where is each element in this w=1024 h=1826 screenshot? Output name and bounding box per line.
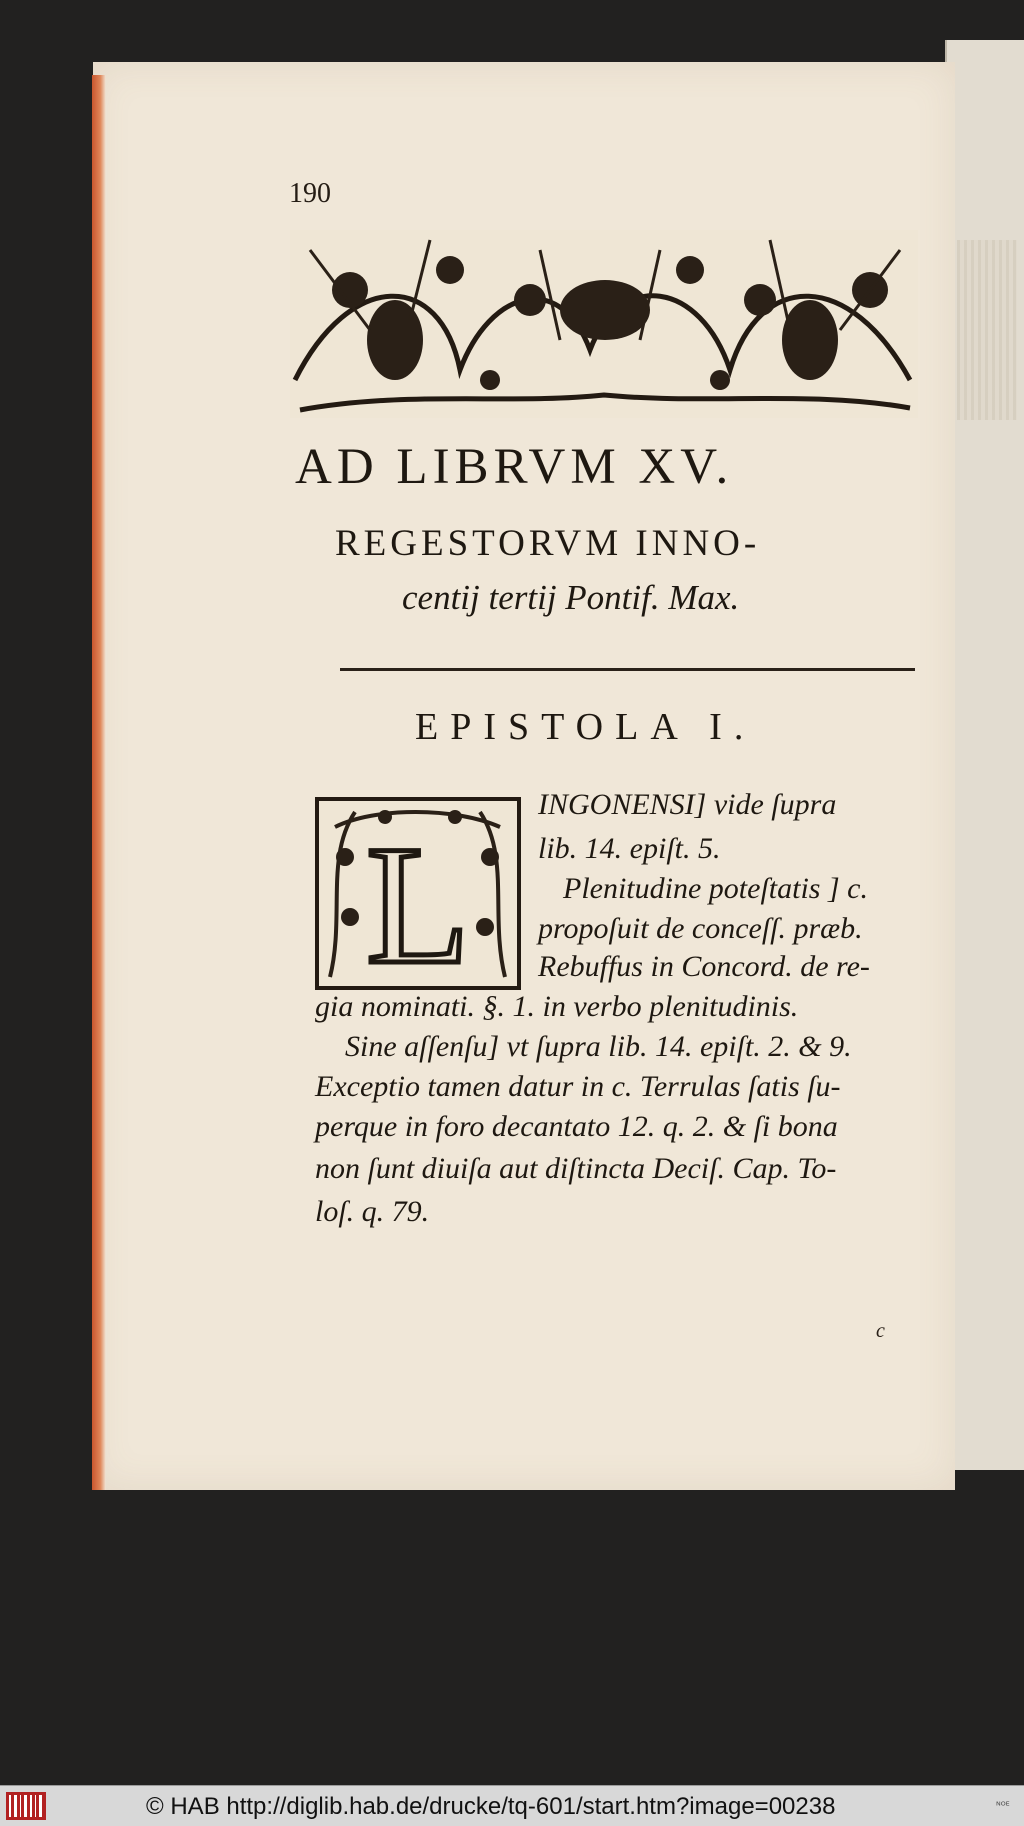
text-line: lib. 14. epiſt. 5. [538, 832, 721, 865]
page-number: 190 [289, 178, 331, 209]
copyright-url[interactable]: © HAB http://diglib.hab.de/drucke/tq-601/start.htm?image=00238 [146, 1793, 836, 1820]
initial-letter: L [366, 811, 470, 990]
text-line: perque in foro decantato 12. q. 2. & ſi bona [315, 1110, 838, 1143]
ornamental-headpiece-icon [290, 230, 918, 418]
viewer-footer [0, 1785, 1024, 1826]
page-red-edge [92, 75, 106, 1490]
horizontal-rule [340, 668, 915, 671]
text-line: Rebuffus in Concord. de re- [538, 950, 870, 983]
catchword: c [876, 1320, 885, 1342]
text-line: non ſunt diuiſa aut diſtincta Deciſ. Cap. To- [315, 1152, 837, 1185]
title-ad-librum: AD LIBRVM XV. [295, 439, 734, 495]
text-line: gia nominati. §. 1. in verbo plenitudinis. [315, 990, 799, 1023]
text-line: Sine aſſenſu] vt ſupra lib. 14. epiſt. 2. & 9. [345, 1030, 852, 1063]
next-page-ornament [957, 240, 1017, 420]
decorated-initial-icon [315, 797, 521, 990]
next-page-edge [945, 40, 1024, 1470]
title-innocentii: centij tertij Pontif. Max. [402, 578, 740, 617]
title-regestorum: REGESTORVM INNO- [335, 523, 761, 564]
corner-mark: ᴺᴼᴱ [996, 1801, 1010, 1812]
text-line: Exceptio tamen datur in c. Terrulas ſatis ſu- [315, 1070, 841, 1103]
text-line: INGONENSI] vide ſupra [538, 788, 837, 821]
text-line: propoſuit de conceſſ. præb. [538, 912, 863, 945]
text-line: loſ. q. 79. [315, 1195, 430, 1228]
section-heading-epistola: EPISTOLA I. [415, 706, 756, 748]
hab-barcode-logo-icon [6, 1792, 46, 1820]
text-line: Plenitudine poteſtatis ] c. [563, 872, 868, 905]
